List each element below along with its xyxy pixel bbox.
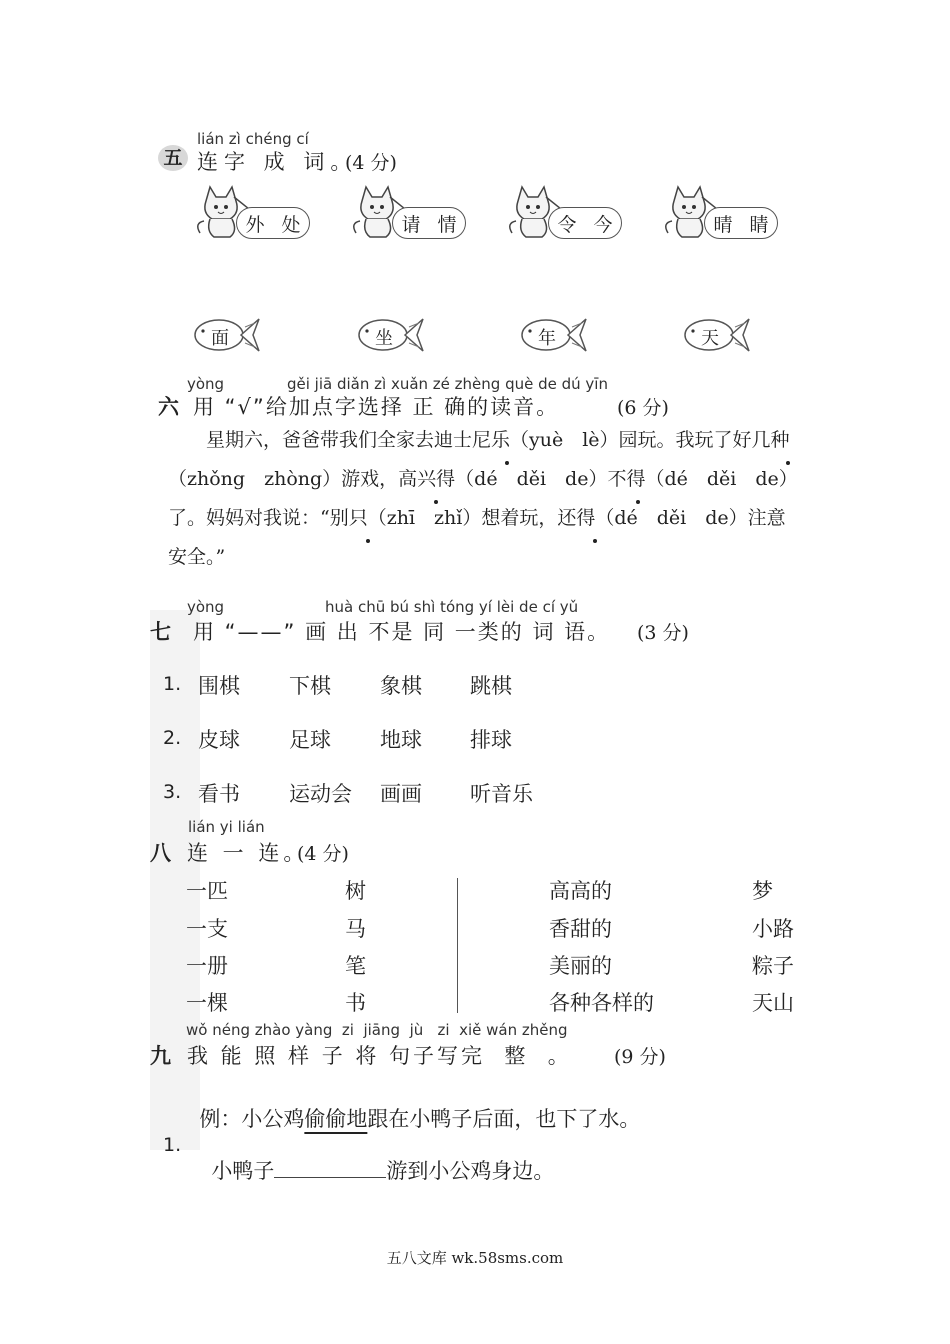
pair-char: 请 xyxy=(401,213,421,236)
section5-title: 连字 成 词。 xyxy=(197,150,358,174)
matching-divider xyxy=(457,878,458,1013)
noun: 马 xyxy=(345,917,366,941)
fish-card xyxy=(193,313,261,355)
row-number: 3. xyxy=(163,781,182,803)
noun: 树 xyxy=(345,879,366,903)
object-noun: 天山 xyxy=(752,991,794,1015)
noun: 笔 xyxy=(345,954,366,978)
word-pair-bubble xyxy=(392,207,466,239)
word: 排球 xyxy=(470,728,512,752)
example-underlined: 偷偷地 xyxy=(304,1107,368,1131)
section6-pinyin: gěi jiā diǎn zì xuǎn zé zhèng què de dú yīn xyxy=(287,375,608,393)
section5-score: (4 分) xyxy=(345,152,397,174)
fish-card xyxy=(357,313,425,355)
adjective-phrase: 美丽的 xyxy=(549,954,612,978)
adjective-phrase: 各种各样的 xyxy=(549,991,654,1015)
section7-title: 用 “——” 画 出 不是 同 一类的 词 语。 xyxy=(193,620,611,644)
row-number: 2. xyxy=(163,727,182,749)
q1-blank[interactable] xyxy=(274,1155,386,1178)
section8-pinyin: lián yi lián xyxy=(188,818,265,836)
pair-char: 令 xyxy=(557,213,577,236)
pair-char: 今 xyxy=(593,213,613,236)
emphasis-dot xyxy=(366,539,370,543)
object-noun: 小路 xyxy=(752,917,794,941)
section5-number: 五 xyxy=(158,145,188,171)
section7-score: (3 分) xyxy=(637,622,689,644)
example-sentence xyxy=(186,1079,640,1133)
section6-paragraph xyxy=(168,421,798,577)
section9-number: 九 xyxy=(150,1044,171,1068)
word-pair-bubble xyxy=(548,207,622,239)
word-pair-bubble xyxy=(236,207,310,239)
adjective-phrase: 高高的 xyxy=(549,879,612,903)
fish-char: 天 xyxy=(701,328,719,349)
section6-score: (6 分) xyxy=(617,397,669,419)
word: 皮球 xyxy=(198,728,240,752)
q1-number: 1. xyxy=(163,1134,182,1156)
word: 运动会 xyxy=(289,782,352,806)
measure-word: 一棵 xyxy=(186,991,228,1015)
example-suffix: 跟在小鸭子后面，也下了水。 xyxy=(367,1107,641,1131)
pair-char: 晴 xyxy=(713,213,733,236)
word: 围棋 xyxy=(198,674,240,698)
noun: 书 xyxy=(345,991,366,1015)
section8-score: (4 分) xyxy=(297,843,349,865)
adjective-phrase: 香甜的 xyxy=(549,917,612,941)
section7-pinyin: huà chū bú shì tóng yí lèi de cí yǔ xyxy=(325,598,579,616)
measure-word: 一册 xyxy=(186,954,228,978)
paragraph-line-1: 星期六，爸爸带我们全家去迪士尼乐（yuè lè）园玩。我玩了好几种 xyxy=(206,429,790,451)
word: 象棋 xyxy=(380,674,422,698)
section9-title: 我 能 照 样 子 将 句子写完 整 。 xyxy=(187,1044,572,1068)
word: 听音乐 xyxy=(470,782,533,806)
section8-title: 连 一 连。 xyxy=(187,841,309,865)
section5-pinyin: lián zì chéng cí xyxy=(197,130,309,148)
word: 地球 xyxy=(380,728,422,752)
pair-char: 外 xyxy=(245,213,265,236)
emphasis-dot xyxy=(786,461,790,465)
section6-title: 用 “√”给加点字选择 正 确的读音。 xyxy=(193,395,560,419)
fish-card xyxy=(520,313,588,355)
q1-suffix: 游到小公鸡身边。 xyxy=(386,1159,555,1183)
section7-number: 七 xyxy=(150,620,171,644)
word: 画画 xyxy=(380,782,422,806)
fish-char: 年 xyxy=(538,328,556,349)
footer-text: 五八文库 wk.58sms.com xyxy=(386,1249,564,1267)
example-prefix: 例：小公鸡 xyxy=(199,1107,305,1131)
word: 足球 xyxy=(289,728,331,752)
section8-number: 八 xyxy=(150,841,171,865)
measure-word: 一匹 xyxy=(186,879,228,903)
section7-pinyin-yong: yòng xyxy=(187,598,225,616)
pair-char: 处 xyxy=(281,213,301,236)
pair-char: 情 xyxy=(437,213,457,236)
section6-pinyin-yong: yòng xyxy=(187,375,225,393)
emphasis-dot xyxy=(434,500,438,504)
section9-score: (9 分) xyxy=(614,1046,666,1068)
word: 跳棋 xyxy=(470,674,512,698)
section9-pinyin: wǒ néng zhào yàng zi jiāng jù zi xiě wán zhěng xyxy=(186,1021,568,1039)
emphasis-dot xyxy=(505,461,509,465)
paragraph-line-3: 了。妈妈对我说：“别只（zhī zhǐ）想着玩，还得（dé děi de）注意 xyxy=(168,507,786,529)
q1-prefix: 小鸭子 xyxy=(211,1159,275,1183)
word: 下棋 xyxy=(289,674,331,698)
fish-char: 面 xyxy=(211,328,229,349)
measure-word: 一支 xyxy=(186,917,228,941)
word-pair-bubble xyxy=(704,207,778,239)
paragraph-line-4: 安全。” xyxy=(168,546,226,568)
object-noun: 粽子 xyxy=(752,954,794,978)
q1-sentence xyxy=(198,1131,554,1185)
pair-char: 睛 xyxy=(749,213,769,236)
row-number: 1. xyxy=(163,673,182,695)
paragraph-line-2: （zhǒng zhòng）游戏，高兴得（dé děi de）不得（dé děi de） xyxy=(168,468,798,490)
fish-card xyxy=(683,313,751,355)
fish-char: 坐 xyxy=(375,328,393,349)
emphasis-dot xyxy=(636,500,640,504)
emphasis-dot xyxy=(593,539,597,543)
section6-number: 六 xyxy=(158,395,179,419)
object-noun: 梦 xyxy=(752,879,773,903)
word: 看书 xyxy=(198,782,240,806)
